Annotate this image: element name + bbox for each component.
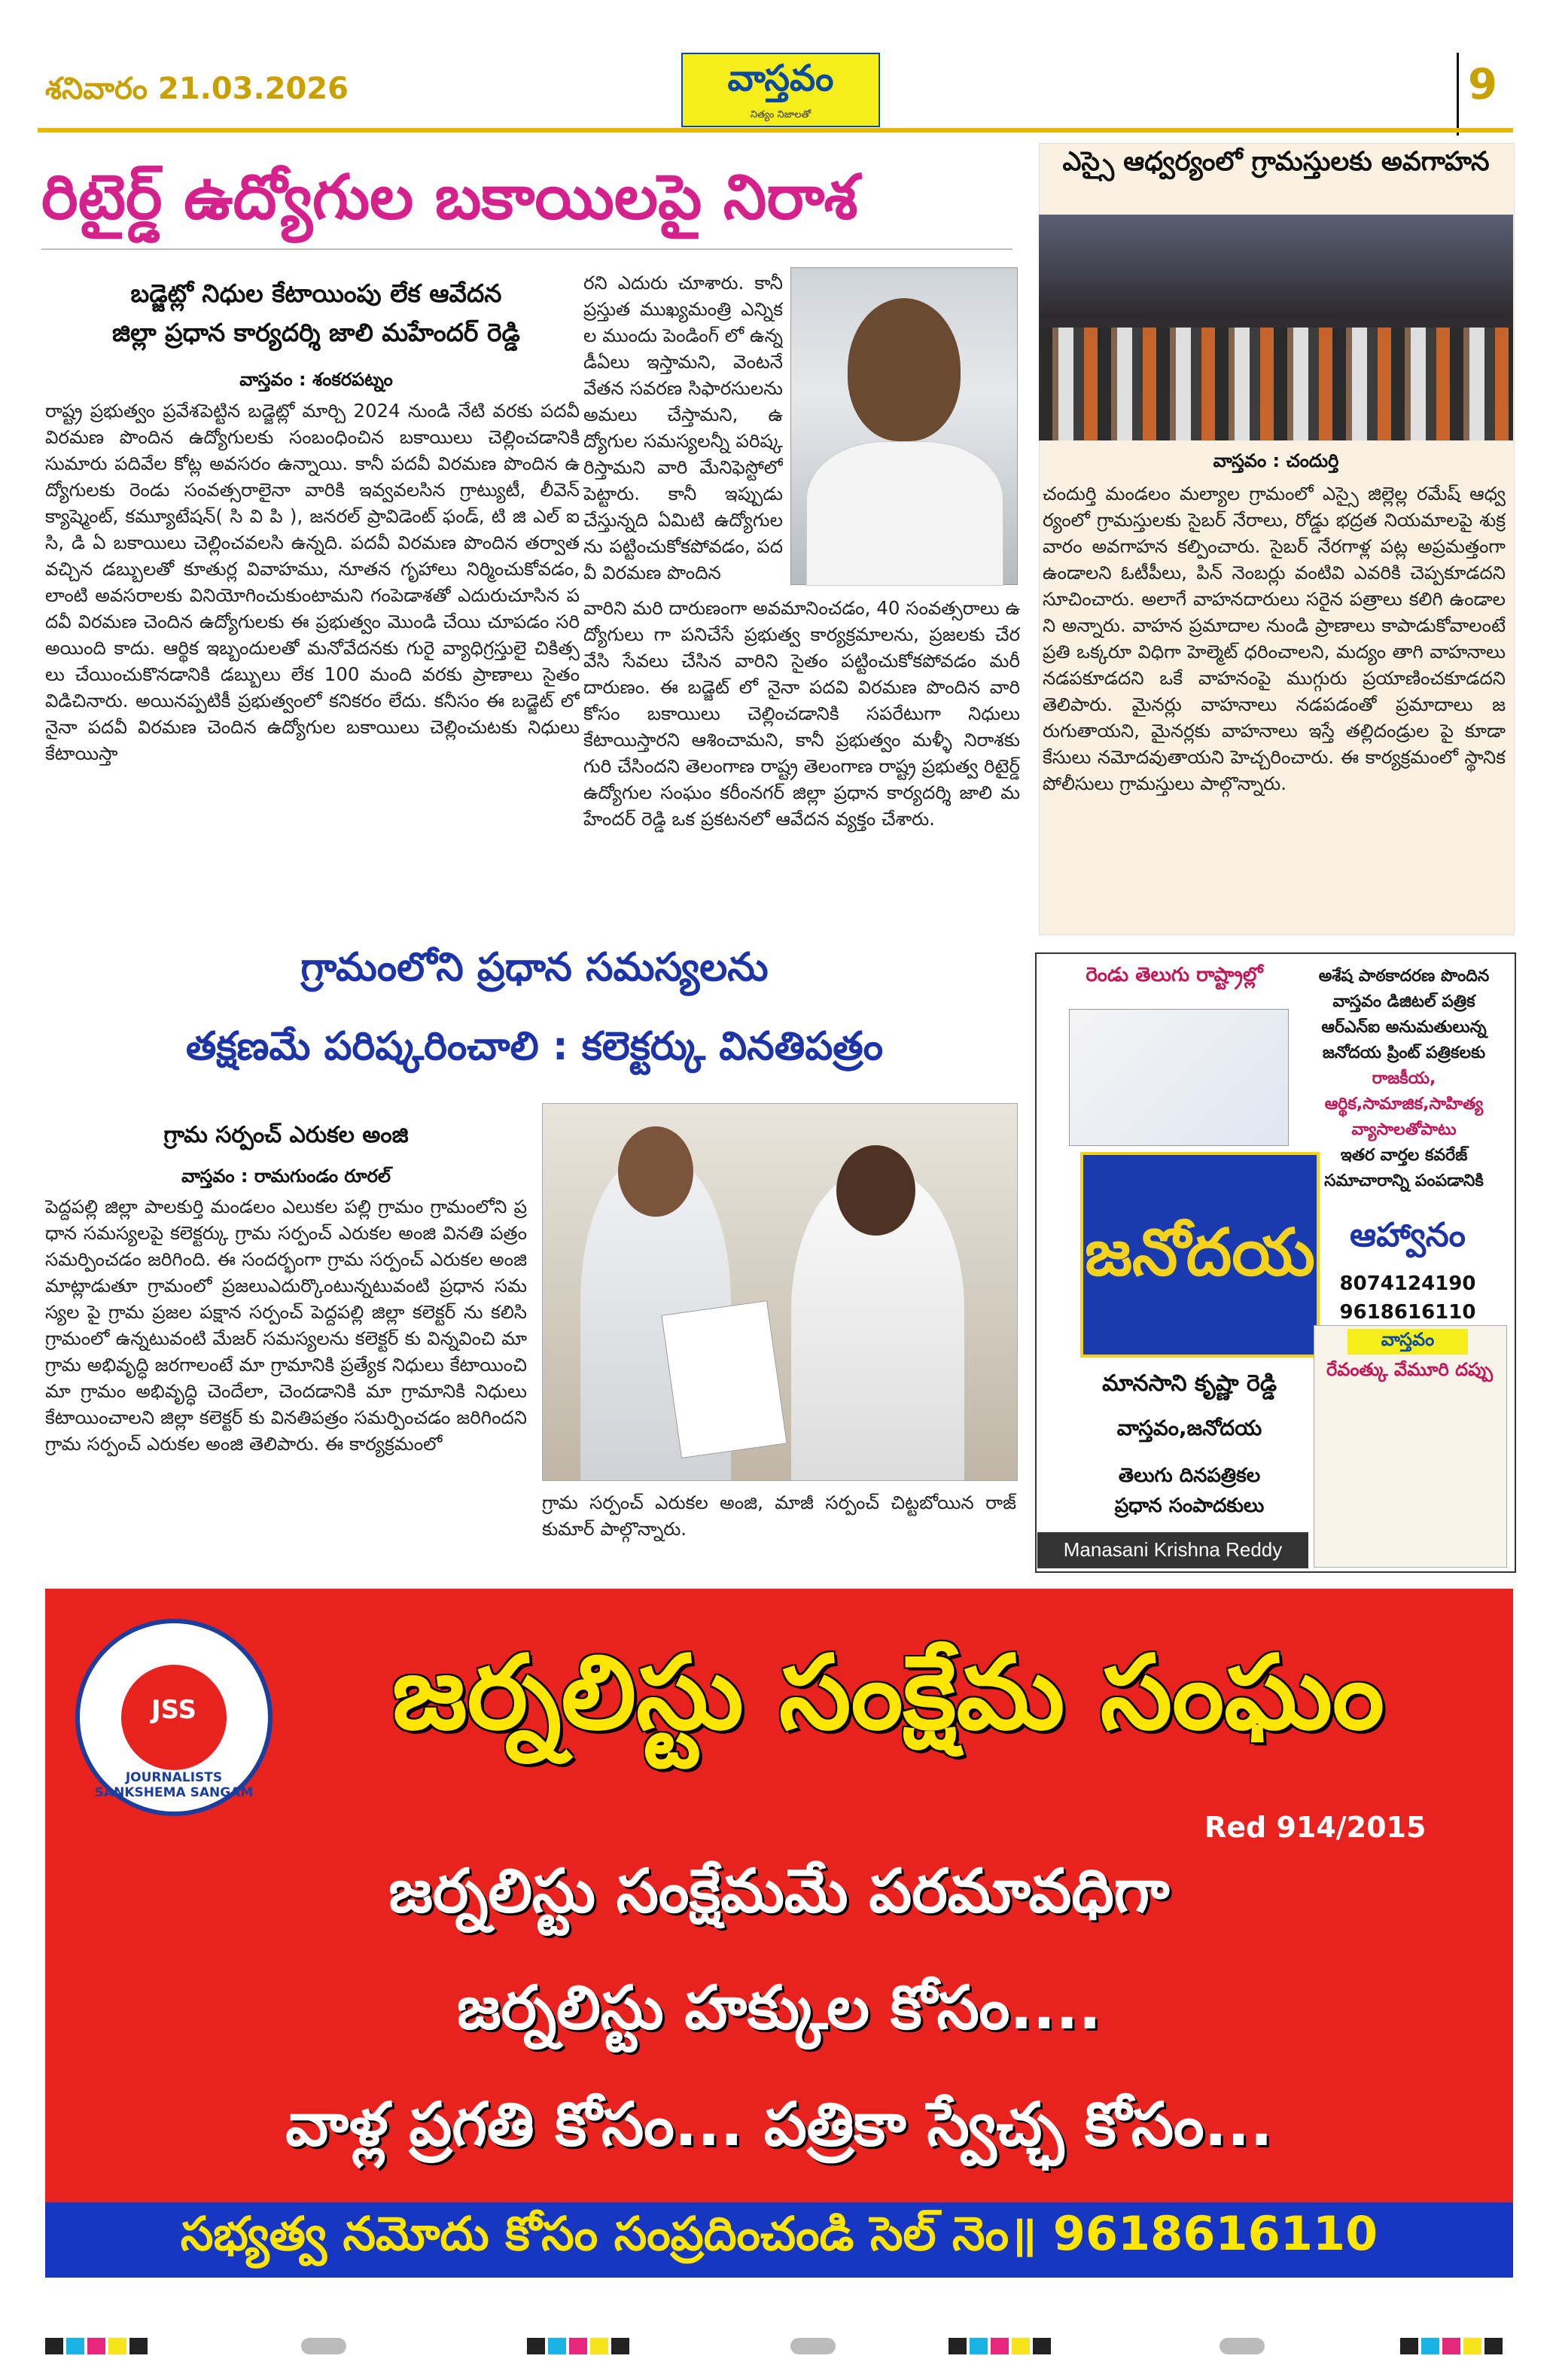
article2-headline-line2: తక్షణమే పరిష్కరించాలి : కలెక్టర్కు వినతిపత్రం bbox=[185, 1024, 884, 1069]
ad-editor-name: మానసాని కృష్ణా రెడ్డి bbox=[1101, 1370, 1277, 1397]
portrait-face bbox=[848, 298, 961, 441]
reg-swatch bbox=[991, 2338, 1009, 2354]
article2-body: పెద్దపల్లి జిల్లా పాలకుర్తి మండలం ఎలుకల పల్లి గ్రామం గ్రామంలోని ప్రధాన సమస్యలపై కలెక్టర్కు గ్రామ సర్పంచ్ ఎరుకల అంజి వినతి పత్రం సమర్పించడం జరిగింది. ఈ సందర్భంగా గ్రామ సర్పంచ్ ఎరుకల అంజి మాట్లాడుతూ గ్రామంలో ప్రజలుఎదుర్కొంటున్నటువంటి ప్రధాన సమస్యల పై గ్రామ ప్రజల పక్షాన సర్పంచ్ పెద్దపల్లి జిల్లా కలెక్టర్ ను కలిసి గ్రామంలో ఉన్నటువంటి మేజర్ సమస్యలను కలెక్టర్ కు విన్నవించి మా గ్రామ అభివృద్ధి జరగాలంటే మా గ్రామానికి ప్రత్యేక నిధులు కేటాయించి మా గ్రామం అభివృద్ధి చెందేలా, చెందడానికి మా గ్రామానికి నిధులు కేటాయించాలని జిల్లా కలెక్టర్ కు వినతిపత్రం సమర్పించడం జరిగిందని గ్రామ సర్పంచ్ ఎరుకల అంజి తెలిపారు. ఈ కార్యక్రమంలో bbox=[45, 1196, 527, 1455]
banner-line-1: జర్నలిస్టు సంక్షేమమే పరమావధిగా bbox=[388, 1856, 1170, 1926]
ad-invite: ఆహ్వానం bbox=[1350, 1216, 1466, 1254]
ad-editor-org: వాస్తవం,జనోదయ bbox=[1116, 1416, 1262, 1440]
banner-registration: Red 914/2015 bbox=[1204, 1811, 1427, 1844]
header-rule bbox=[38, 128, 1513, 133]
article1-rule bbox=[41, 248, 1012, 250]
reg-swatch bbox=[87, 2338, 105, 2354]
page-number: 9 bbox=[1468, 60, 1497, 109]
ad-line: వ్యాసాలతోపాటు bbox=[1351, 1120, 1457, 1139]
reg-swatch bbox=[1421, 2338, 1439, 2354]
banner-line-3: వాళ్ల ప్రగతి కోసం... పత్రికా స్వేచ్ఛ కోసం... bbox=[285, 2089, 1273, 2159]
banner-contact: సభ్యత్వ నమోదు కోసం సంప్రదించండి సెల్ నెం॥ 9618616110 bbox=[180, 2206, 1378, 2261]
ad-line: జనోదయ ప్రింట్ పత్రికలకు bbox=[1322, 1044, 1486, 1062]
article1-byline: వాస్తవం : శంకరపట్నం bbox=[239, 369, 393, 390]
reg-swatch bbox=[1442, 2338, 1460, 2354]
masthead-tagline: నిత్యం నిజాలతో bbox=[750, 109, 811, 120]
sarpanch-head bbox=[836, 1145, 915, 1236]
article2-photo-caption: గ్రామ సర్పంచ్ ఎరుకల అంజి, మాజీ సర్పంచ్ చిట్టబోయిన రాజ్ కుమార్ పాల్గొన్నారు. bbox=[542, 1492, 1016, 1540]
article2-byline: వాస్తవం : రామగుండం రూరల్ bbox=[181, 1166, 391, 1187]
article2-subhead: గ్రామ సర్పంచ్ ఎరుకల అంజి bbox=[163, 1122, 409, 1148]
article1-headline: రిటైర్డ్ ఉద్యోగుల బకాయిలపై నిరాశ bbox=[41, 162, 858, 233]
janodaya-logo bbox=[1080, 1152, 1320, 1358]
side-article-headline: ఎస్సై ఆధ్వర్యంలో గ్రామస్తులకు అవగాహన bbox=[1062, 147, 1490, 177]
reg-swatch bbox=[301, 2338, 346, 2354]
ad-line: ఆర్థిక,సామాజిక,సాహిత్య bbox=[1324, 1095, 1484, 1114]
reg-swatch bbox=[970, 2338, 988, 2354]
banner-line-2: జర్నలిస్టు హక్కుల కోసం.... bbox=[457, 1973, 1101, 2043]
ad-line: ఆర్ఎన్ఐ అనుమతులున్న bbox=[1321, 1018, 1487, 1037]
reg-swatch bbox=[569, 2338, 587, 2354]
jss-logo-abbr: JSS bbox=[151, 1695, 197, 1725]
issue-date: శనివారం 21.03.2026 bbox=[45, 72, 349, 106]
reg-swatch bbox=[129, 2338, 148, 2354]
reg-swatch bbox=[527, 2338, 545, 2354]
ad-editor-role2: ప్రధాన సంపాదకులు bbox=[1114, 1495, 1265, 1517]
ad-mini-masthead: వాస్తవం bbox=[1347, 1329, 1468, 1355]
reg-swatch bbox=[1463, 2338, 1481, 2354]
ad-phone-1: 8074124190 bbox=[1339, 1272, 1476, 1295]
reg-swatch bbox=[108, 2338, 126, 2354]
side-article-body: చందుర్తి మండలం మల్యాల గ్రామంలో ఎస్సై జిల్లెల్ల రమేష్ ఆధ్వర్యంలో గ్రామస్తులకు సైబర్ నేరాలు, రోడ్డు భద్రత నియమాలపై శుక్రవారం అవగాహన కల్పించారు. సైబర్ నేరగాళ్ల పట్ల అప్రమత్తంగా ఉండాలని ఓటీపీలు, పిన్ నెంబర్లు వంటివి ఎవరికి చెప్పకూడదని సూచించారు. అలాగే వాహనదారులు సరైన పత్రాలు కలిగి ఉండాలని అన్నారు. వాహన ప్రమాదాల నుండి ప్రాణాలు కాపాడుకోవాలంటే ప్రతి ఒక్కరూ విధిగా హెల్మెట్ ధరించాలని, మద్యం తాగి వాహనాలు నడపకూడదని ఒకే వాహనంపై ముగ్గురు ప్రయాణించకూడదని తెలిపారు. మైనర్లు వాహనాలు నడపడంతో ప్రమాదాలు జరుగుతాయని, మైనర్లకు వాహనాలు ఇస్తే తల్లిదండ్రుల పై కూడా కేసులు నమోదవుతాయని హెచ్చరించారు. ఈ కార్యక్రమంలో స్థానిక పోలీసులు గ్రామస్తులు పాల్గొన్నారు. bbox=[1043, 483, 1506, 794]
reg-swatch bbox=[45, 2338, 63, 2354]
article1-subhead-name: జిల్లా ప్రధాన కార్యదర్శి జాలి మహేందర్ రెడ్డి bbox=[112, 318, 520, 347]
reg-swatch bbox=[66, 2338, 84, 2354]
ad-phone-2: 9618616110 bbox=[1339, 1301, 1476, 1324]
reg-swatch bbox=[1033, 2338, 1051, 2354]
reg-swatch bbox=[548, 2338, 566, 2354]
article1-subhead: బడ్జెట్లో నిధుల కేటాయింపు లేక ఆవేదన bbox=[130, 279, 502, 308]
article1-portrait-photo bbox=[790, 267, 1018, 585]
ad-line: ఇతర వార్తల కవరేజ్ bbox=[1340, 1146, 1468, 1165]
ad-editor-en: Manasani Krishna Reddy bbox=[1063, 1538, 1283, 1561]
petition-document bbox=[661, 1300, 787, 1458]
ad-left-top: రెండు తెలుగు రాష్ట్రాల్లో bbox=[1086, 964, 1263, 986]
jss-logo bbox=[75, 1619, 273, 1816]
ad-mini-title: రేవంత్కు వేమూరి దప్పు bbox=[1326, 1359, 1493, 1380]
article2-headline-line1: గ్రామంలోని ప్రధాన సమస్యలను bbox=[300, 945, 769, 990]
ad-line: సమాచారాన్ని పంపడానికి bbox=[1324, 1172, 1484, 1190]
article1-column1: రాష్ట్ర ప్రభుత్వం ప్రవేశపెట్టిన బడ్జెట్లో మార్చి 2024 నుండి నేటి వరకు పదవీ విరమణ పొందిన ఉద్యోగులకు సంబంధించిన బకాయిలు చెల్లించడానికి సుమారు పదివేల కోట్ల అవసరం ఉన్నాయి. కానీ పదవీ విరమణ పొందిన ఉద్యోగులకు రెండు సంవత్సరాలైనా వారికి ఇవ్వవలసిన గ్రాట్యుటీ, లీవెన్ క్యాష్మెంట్, కమ్యూటేషన్( సి వి పి ), జనరల్ ప్రావిడెంట్ ఫండ్, టి జి ఎల్ ఐ సి, డి ఏ బకాయిలు చెల్లించవలసి ఉన్నది. పదవీ విరమణ పొందిన తర్వాత వచ్చిన డబ్బులతో కూతుర్ల వివాహము, నూతన గృహాలు నిర్మించుకోవడం, లాంటి అవసరాలకు వినియోగించుకుంటామని గంపెడాశతో ఎదురుచూసిన పదవీ విరమణ చెందిన ఉద్యోగులకు ఈ ప్రభుత్వం మొండి చేయి చూపడం సరి అయింది కాదు. ఆర్థిక ఇబ్బందులతో మనోవేదనకు గురై వ్యాధిగ్రస్తులై చికిత్సలు చేయించుకొనడానికి డబ్బులు లేక 100 మంది వరకు ప్రాణాలు సైతం విడిచినారు. అయినప్పటికీ ప్రభుత్వంలో కనికరం లేదు. కనీసం ఈ బడ్జెట్ లో నైనా పదవీ విరమణ చెందిన ఉద్యోగుల బకాయిలు చెల్లించుటకు నిధులు కేటాయిస్తా bbox=[45, 400, 580, 764]
banner-title: జర్నలిస్టు సంక్షేమ సంఘం bbox=[392, 1634, 1384, 1753]
collector-head bbox=[618, 1126, 693, 1217]
header-divider bbox=[1457, 53, 1459, 136]
reg-swatch bbox=[1400, 2338, 1418, 2354]
reg-swatch bbox=[611, 2338, 629, 2354]
villagers-crowd bbox=[1039, 328, 1513, 440]
reg-swatch bbox=[1220, 2338, 1265, 2354]
reg-swatch bbox=[1012, 2338, 1030, 2354]
reg-swatch bbox=[949, 2338, 967, 2354]
jss-logo-text: JOURNALISTS SANKSHEMA SANGAM bbox=[94, 1770, 254, 1800]
article2-photo bbox=[542, 1103, 1018, 1481]
masthead-logo bbox=[681, 53, 880, 127]
ad-line: రాజకీయ, bbox=[1372, 1069, 1436, 1088]
ad-newspaper-thumbnail bbox=[1069, 1009, 1289, 1146]
reg-swatch bbox=[790, 2338, 836, 2354]
print-registration-marks bbox=[45, 2338, 1513, 2354]
janodaya-logo-text: జనోదయ bbox=[1085, 1215, 1315, 1291]
masthead-title: వాస్తవం bbox=[727, 57, 834, 99]
article1-column2-bottom: వారిని మరి దారుణంగా అవమానించడం, 40 సంవత్సరాలు ఉద్యోగులు గా పనిచేసే ప్రభుత్వ కార్యక్రమాలను, ప్రజలకు చేరవేసి సేవలు చేసిన వారిని సైతం పట్టించుకోకపోవడం మరీ దారుణం. ఈ బడ్జెట్ లో నైనా పదవి విరమణ పొందిన వారి కోసం బకాయిలు చెల్లించడానికి సపరేటుగా నిధులు కేటాయిస్తారని ఆశించామని, కానీ ప్రభుత్వం మళ్ళీ నిరాశకు గురి చేసిందని తెలంగాణ రాష్ట్ర తెలంగాణ రాష్ట్ర ప్రభుత్వ రిటైర్డ్ ఉద్యోగుల సంఘం కరీంనగర్ జిల్లా ప్రధాన కార్యదర్శి జాలి మహేందర్ రెడ్డి ఒక ప్రకటనలో ఆవేదన వ్యక్తం చేశారు. bbox=[583, 597, 1020, 830]
ad-editor-role1: తెలుగు దినపత్రికల bbox=[1118, 1464, 1261, 1487]
reg-swatch bbox=[590, 2338, 608, 2354]
ad-line: అశేష పాఠకాదరణ పొందిన bbox=[1318, 967, 1490, 986]
side-article-byline: వాస్తవం : చందుర్తి bbox=[1213, 450, 1339, 471]
reg-swatch bbox=[1484, 2338, 1503, 2354]
ad-line: వాస్తవం డిజిటల్ పత్రిక bbox=[1332, 992, 1475, 1011]
portrait-shirt bbox=[806, 441, 1003, 586]
article1-column2-top: రని ఎదురు చూశారు. కానీ ప్రస్తుత ముఖ్యమంత్రి ఎన్నికల ముందు పెండింగ్ లో ఉన్న డీఏలు ఇస్తామని, వెంటనే వేతన సవరణ సిఫారసులను అమలు చేస్తామని, ఉద్యోగుల సమస్యలన్నీ పరిష్కరిస్తామని వారి మేనిఫెస్టోలో పెట్టారు. కానీ ఇప్పుడు చేస్తున్నది ఏమిటి ఉద్యోగులను పట్టించుకోకపోవడం, పదవీ విరమణ పొందిన bbox=[583, 272, 783, 584]
ad-right-text bbox=[1302, 964, 1506, 1194]
side-article-photo bbox=[1039, 215, 1513, 440]
